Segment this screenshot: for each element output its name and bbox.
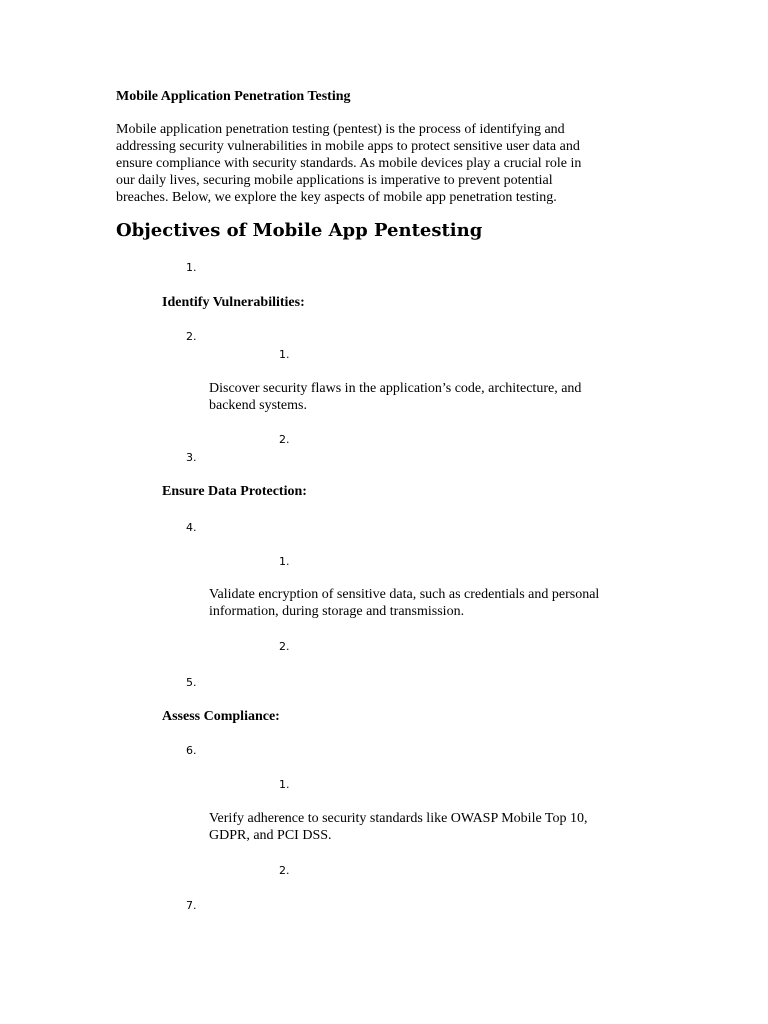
objective-heading: Assess Compliance: <box>162 709 280 724</box>
section-heading-objectives: Objectives of Mobile App Pentesting <box>116 220 483 241</box>
list-number: 5. <box>186 676 197 689</box>
sub-list-number: 2. <box>279 864 290 877</box>
objective-heading: Ensure Data Protection: <box>162 484 307 499</box>
intro-paragraph <box>116 121 656 206</box>
sub-list-number: 2. <box>279 640 290 653</box>
intro-line: our daily lives, securing mobile applications is imperative to prevent potential <box>116 173 553 188</box>
sub-list-number: 1. <box>279 348 290 361</box>
list-number: 3. <box>186 451 197 464</box>
description-line: information, during storage and transmission. <box>209 604 465 619</box>
document-title: Mobile Application Penetration Testing <box>116 89 351 104</box>
sub-list-number: 1. <box>279 555 290 568</box>
list-number: 6. <box>186 744 197 757</box>
intro-line: ensure compliance with security standards. As mobile devices play a crucial role in <box>116 156 582 171</box>
sub-list-number: 2. <box>279 433 290 446</box>
intro-line: addressing security vulnerabilities in mobile apps to protect sensitive user data and <box>116 139 580 154</box>
list-number: 4. <box>186 521 197 534</box>
description-line: GDPR, and PCI DSS. <box>209 828 332 843</box>
description-line: backend systems. <box>209 398 307 413</box>
objective-description <box>209 380 581 414</box>
description-line: Discover security flaws in the application’s code, architecture, and <box>209 381 582 396</box>
description-line: Validate encryption of sensitive data, such as credentials and personal <box>209 587 600 602</box>
objective-description <box>209 586 599 620</box>
objective-heading: Identify Vulnerabilities: <box>162 295 305 310</box>
description-line: Verify adherence to security standards like OWASP Mobile Top 10, <box>209 811 588 826</box>
list-number: 2. <box>186 330 197 343</box>
list-number: 7. <box>186 899 197 912</box>
sub-list-number: 1. <box>279 778 290 791</box>
objective-description <box>209 810 588 844</box>
intro-line: breaches. Below, we explore the key aspects of mobile app penetration testing. <box>116 190 557 205</box>
list-number: 1. <box>186 261 197 274</box>
intro-line: Mobile application penetration testing (pentest) is the process of identifying and <box>116 122 565 137</box>
